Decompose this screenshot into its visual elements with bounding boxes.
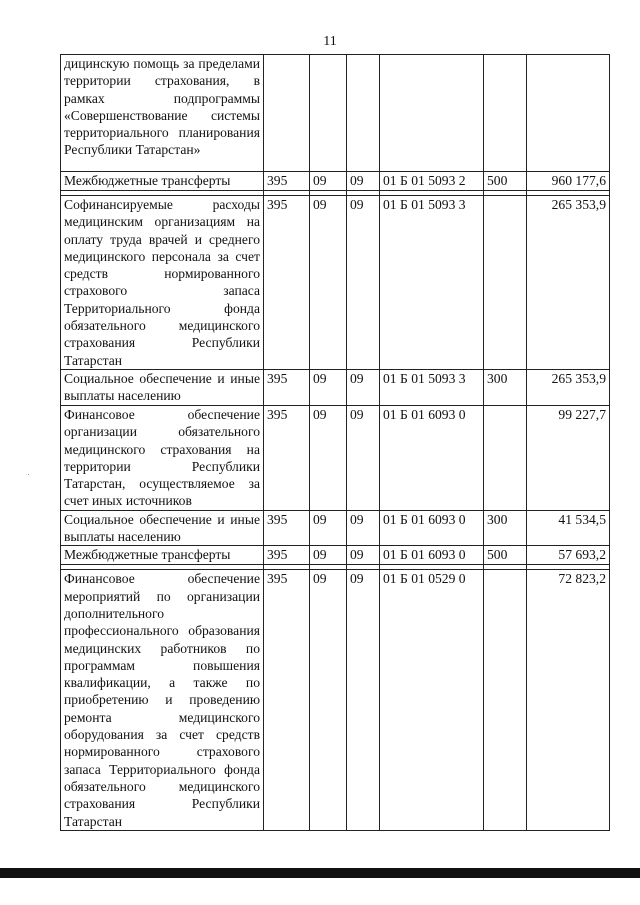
table-row [61, 369, 610, 405]
row-section: 09 [310, 570, 347, 830]
row-section: 09 [310, 405, 347, 510]
row-amount: 265 353,9 [527, 369, 610, 405]
row-amount: 41 534,5 [527, 510, 610, 546]
row-subsection [347, 55, 380, 172]
row-ministry: 395 [264, 405, 310, 510]
scan-edge-bar [0, 868, 640, 878]
row-section [310, 55, 347, 172]
row-description: Социальное обеспечение и иные выплаты населению [61, 510, 264, 546]
row-subsection: 09 [347, 510, 380, 546]
row-target: 01 Б 01 5093 3 [380, 369, 484, 405]
row-subsection: 09 [347, 405, 380, 510]
row-subsection: 09 [347, 172, 380, 191]
row-section: 09 [310, 196, 347, 370]
row-description: Межбюджетные трансферты [61, 172, 264, 191]
row-amount: 72 823,2 [527, 570, 610, 830]
row-amount: 99 227,7 [527, 405, 610, 510]
row-expense-type [484, 405, 527, 510]
row-amount: 960 177,6 [527, 172, 610, 191]
row-description: Межбюджетные трансферты [61, 546, 264, 565]
row-target: 01 Б 01 6093 0 [380, 546, 484, 565]
row-expense-type [484, 570, 527, 830]
row-expense-type: 300 [484, 369, 527, 405]
row-description: Социальное обеспечение и иные выплаты населению [61, 369, 264, 405]
row-expense-type [484, 55, 527, 172]
row-description: дицинскую помощь за пределами территории страхования, в рамках подпрограммы «Совершенствование системы территориального планирования Республики Татарстан» [61, 55, 264, 172]
table-row [61, 172, 610, 191]
row-expense-type: 500 [484, 172, 527, 191]
row-subsection: 09 [347, 546, 380, 565]
row-expense-type [484, 196, 527, 370]
row-section: 09 [310, 369, 347, 405]
scan-speck [28, 474, 29, 475]
row-amount: 265 353,9 [527, 196, 610, 370]
row-target: 01 Б 01 0529 0 [380, 570, 484, 830]
table-row [61, 510, 610, 546]
table-row [61, 196, 610, 370]
row-expense-type: 500 [484, 546, 527, 565]
row-ministry: 395 [264, 172, 310, 191]
row-subsection: 09 [347, 369, 380, 405]
row-target: 01 Б 01 5093 3 [380, 196, 484, 370]
row-subsection: 09 [347, 570, 380, 830]
row-description: Финансовое обеспечение организации обязательного медицинского страхования на территории Республики Татарстан, осуществляемое за счет иных источников [61, 405, 264, 510]
row-target [380, 55, 484, 172]
row-section: 09 [310, 172, 347, 191]
row-target: 01 Б 01 5093 2 [380, 172, 484, 191]
row-ministry: 395 [264, 196, 310, 370]
budget-table [60, 54, 610, 831]
row-expense-type: 300 [484, 510, 527, 546]
row-amount [527, 55, 610, 172]
row-ministry: 395 [264, 369, 310, 405]
table-row [61, 55, 610, 172]
row-ministry: 395 [264, 510, 310, 546]
row-ministry: 395 [264, 546, 310, 565]
row-section: 09 [310, 546, 347, 565]
row-description: Финансовое обеспечение мероприятий по организации дополнительного профессионального образования медицинских работников по программам повышения квалификации, а также по приобретению и проведению ремонта медицинского оборудования за счет средств нормированного страхового запаса Территориального фонда обязательного медицинского страхования Республики Татарстан [61, 570, 264, 830]
row-target: 01 Б 01 6093 0 [380, 405, 484, 510]
row-ministry: 395 [264, 570, 310, 830]
row-ministry [264, 55, 310, 172]
table-row [61, 405, 610, 510]
row-target: 01 Б 01 6093 0 [380, 510, 484, 546]
table-row [61, 546, 610, 565]
row-section: 09 [310, 510, 347, 546]
row-subsection: 09 [347, 196, 380, 370]
row-description: Софинансируемые расходы медицинским организациям на оплату труда врачей и среднего медицинского персонала за счет средств нормированного страхового запаса Территориального фонда обязательного медицинского страхования Республики Татарстан [61, 196, 264, 370]
table-row [61, 570, 610, 830]
page-number: 11 [323, 34, 337, 49]
row-amount: 57 693,2 [527, 546, 610, 565]
